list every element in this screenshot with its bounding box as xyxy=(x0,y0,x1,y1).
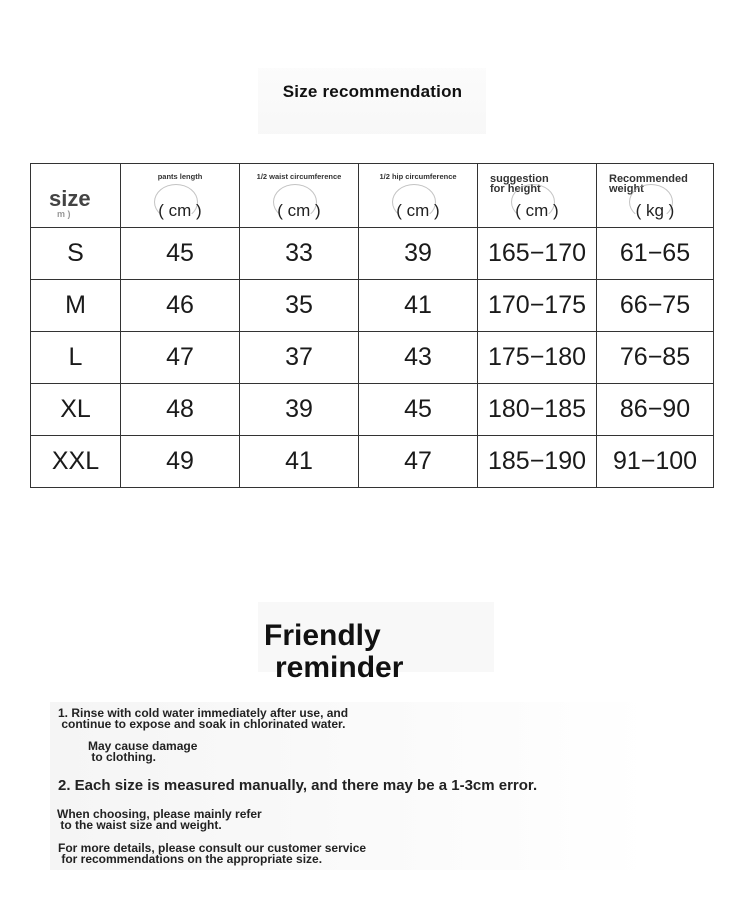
cell-weight: 91−100 xyxy=(597,436,714,488)
header-height xyxy=(478,164,597,228)
note-customer-service: For more details, please consult our customer service for recommendations on the appropriate size. xyxy=(58,841,367,866)
header-unit: ( cm ) xyxy=(277,201,321,220)
cell-height: 165−170 xyxy=(478,228,597,280)
cell-height: 185−190 xyxy=(478,436,597,488)
cell-weight: 61−65 xyxy=(597,228,714,280)
size-table xyxy=(30,163,714,488)
table-row xyxy=(31,332,714,384)
cell-waist: 33 xyxy=(240,228,359,280)
table-row xyxy=(31,384,714,436)
header-pants-length-label: pants length xyxy=(157,172,203,181)
cell-hip: 39 xyxy=(359,228,478,280)
header-pants-length xyxy=(121,164,240,228)
table-row xyxy=(31,228,714,280)
cell-waist: 41 xyxy=(240,436,359,488)
header-waist-label: 1/2 waist circumference xyxy=(256,172,342,181)
cell-pants-length: 46 xyxy=(121,280,240,332)
cell-pants-length: 48 xyxy=(121,384,240,436)
cell-waist: 37 xyxy=(240,332,359,384)
cell-height: 175−180 xyxy=(478,332,597,384)
reminder-heading-line2: reminder xyxy=(275,651,404,684)
header-hip xyxy=(359,164,478,228)
header-size xyxy=(31,164,121,228)
table-header-row xyxy=(31,164,714,228)
header-unit: ( cm ) xyxy=(396,201,440,220)
cell-pants-length: 45 xyxy=(121,228,240,280)
reminder-heading-line1: Friendly xyxy=(264,619,381,652)
cell-waist: 39 xyxy=(240,384,359,436)
header-hip-label: 1/2 hip circumference xyxy=(379,172,457,181)
cell-waist: 35 xyxy=(240,280,359,332)
cell-hip: 47 xyxy=(359,436,478,488)
note-rinse: 1. Rinse with cold water immediately after use, and continue to expose and soak in chlorinated water. xyxy=(58,706,349,731)
table-row xyxy=(31,280,714,332)
reminder-heading xyxy=(264,620,403,684)
cell-hip: 43 xyxy=(359,332,478,384)
page-title: Size recommendation xyxy=(282,82,463,101)
header-unit: ( cm ) xyxy=(158,201,202,220)
cell-size: L xyxy=(31,332,121,384)
note-measurement-error: 2. Each size is measured manually, and there may be a 1-3cm error. xyxy=(58,777,538,794)
header-size-ghost: m ) xyxy=(57,209,71,219)
cell-hip: 41 xyxy=(359,280,478,332)
note-damage: May cause damage to clothing. xyxy=(88,739,198,764)
cell-weight: 86−90 xyxy=(597,384,714,436)
cell-weight: 66−75 xyxy=(597,280,714,332)
table-row xyxy=(31,436,714,488)
header-unit: ( kg ) xyxy=(635,201,675,220)
cell-size: XL xyxy=(31,384,121,436)
cell-pants-length: 49 xyxy=(121,436,240,488)
cell-height: 170−175 xyxy=(478,280,597,332)
header-weight xyxy=(597,164,714,228)
cell-height: 180−185 xyxy=(478,384,597,436)
note-choosing: When choosing, please mainly refer to the waist size and weight. xyxy=(57,807,262,832)
header-waist xyxy=(240,164,359,228)
cell-pants-length: 47 xyxy=(121,332,240,384)
header-unit: ( cm ) xyxy=(515,201,559,220)
cell-hip: 45 xyxy=(359,384,478,436)
cell-size: M xyxy=(31,280,121,332)
cell-size: XXL xyxy=(31,436,121,488)
cell-size: S xyxy=(31,228,121,280)
cell-weight: 76−85 xyxy=(597,332,714,384)
header-size-label: size xyxy=(49,186,91,211)
header-weight-label: Recommended weight xyxy=(609,173,688,195)
header-height-label: suggestion for height xyxy=(490,173,549,195)
